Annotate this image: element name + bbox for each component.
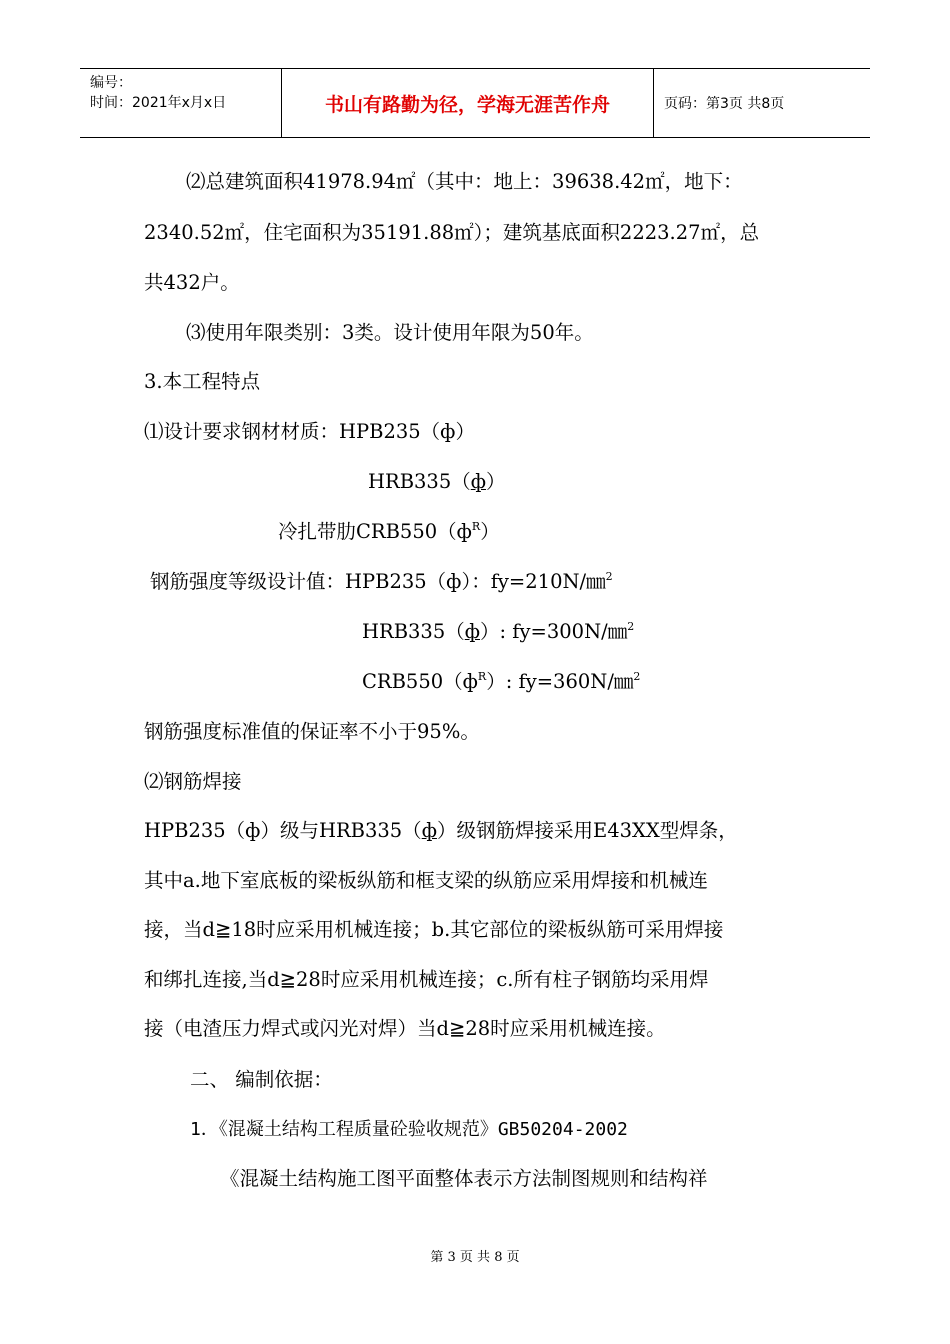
steel-material-hrb335 bbox=[368, 470, 506, 494]
number-label: 编号： bbox=[90, 75, 132, 91]
welding-line-2: 其中a.地下室底板的梁板纵筋和框支梁的纵筋应采用焊接和机械连 bbox=[144, 869, 708, 892]
section-heading-features: 3.本工程特点 bbox=[144, 370, 261, 393]
superscript: R bbox=[471, 520, 481, 533]
steel-material-crb550 bbox=[278, 520, 500, 544]
strength-value-hpb235 bbox=[150, 570, 613, 594]
welding-line-4: 和绑扎连接,当d≧28时应采用机械连接；c.所有柱子钢筋均采用焊 bbox=[144, 968, 709, 991]
superscript: 2 bbox=[627, 620, 635, 633]
strength-value-hrb335 bbox=[362, 620, 634, 644]
strength-value-crb550 bbox=[362, 670, 640, 694]
steel-material-hpb235: ⑴设计要求钢材材质：HPB235（ф） bbox=[144, 420, 475, 443]
text-segment: ）: fy=300N/㎜ bbox=[480, 620, 628, 643]
text-segment: HRB335（ bbox=[368, 470, 471, 493]
reference-1: 1．《混凝土结构工程质量砼验收规范》GB50204-2002 bbox=[190, 1119, 628, 1140]
welding-line-3: 接，当d≧18时应采用机械连接；b.其它部位的梁板纵筋可采用焊接 bbox=[144, 918, 724, 941]
text-segment: HRB335（ bbox=[362, 620, 465, 643]
text-segment: ）级钢筋焊接采用E43XX型焊条， bbox=[436, 819, 738, 842]
text-segment: ） bbox=[480, 520, 500, 543]
header-meta bbox=[80, 69, 282, 137]
section-heading-welding: ⑵钢筋焊接 bbox=[144, 770, 242, 793]
superscript: 2 bbox=[605, 570, 613, 583]
paragraph-area-line-2: 2340.52㎡，住宅面积为35191.88㎡）；建筑基底面积2223.27㎡，总 bbox=[144, 221, 760, 244]
text-segment: 冷扎带肋CRB550（ф bbox=[278, 520, 472, 543]
phi-symbol-underlined: ф bbox=[421, 819, 437, 842]
paragraph-area-line-3: 共432户。 bbox=[144, 271, 240, 294]
paragraph-area-line-1: ⑵总建筑面积41978.94㎡（其中：地上：39638.42㎡，地下： bbox=[186, 170, 743, 193]
time-label: 时间：2021年x月x日 bbox=[90, 95, 227, 111]
welding-line-1 bbox=[144, 819, 738, 843]
guarantee-rate: 钢筋强度标准值的保证率不小于95%。 bbox=[144, 720, 480, 743]
text-segment: HPB235（ф）级与HRB335（ bbox=[144, 819, 422, 842]
text-segment: CRB550（ф bbox=[362, 670, 478, 693]
superscript: R bbox=[477, 670, 487, 683]
page-footer: 第 3 页 共 8 页 bbox=[430, 1250, 520, 1265]
reference-2: 《混凝土结构施工图平面整体表示方法制图规则和结构祥 bbox=[220, 1167, 708, 1190]
phi-symbol-underlined: ф bbox=[470, 470, 487, 493]
header-motto: 书山有路勤为径，学海无涯苦作舟 bbox=[282, 69, 654, 137]
text-segment: ）: fy=360N/㎜ bbox=[486, 670, 634, 693]
text-segment: 钢筋强度等级设计值：HPB235（ф）：fy=210N/㎜ bbox=[150, 570, 606, 593]
page-header bbox=[80, 68, 870, 138]
welding-line-5: 接（电渣压力焊式或闪光对焊）当d≧28时应采用机械连接。 bbox=[144, 1017, 666, 1040]
text-segment: ） bbox=[486, 470, 506, 493]
phi-symbol-underlined: ф bbox=[464, 620, 481, 643]
paragraph-service-life: ⑶使用年限类别：3类。设计使用年限为50年。 bbox=[186, 321, 594, 344]
section-heading-basis: 二、 编制依据： bbox=[190, 1068, 333, 1091]
superscript: 2 bbox=[633, 670, 641, 683]
header-page-info: 页码：第3页 共8页 bbox=[664, 96, 785, 112]
